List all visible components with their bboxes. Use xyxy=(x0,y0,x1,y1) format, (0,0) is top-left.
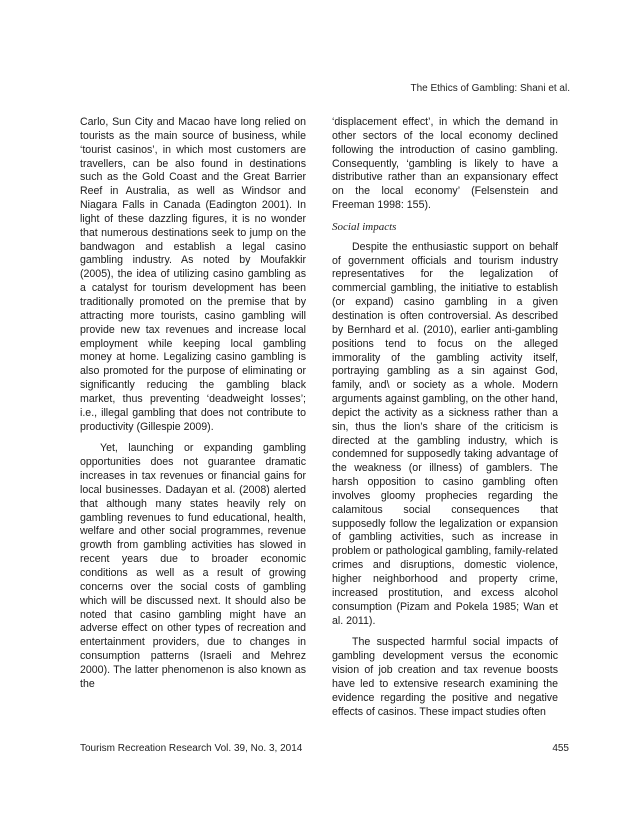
page-number: 455 xyxy=(552,743,569,754)
body-paragraph: Carlo, Sun City and Macao have long relied on tourists as the main source of business, while ‘tourist casinos’, in which most customers are travellers, can be also found in destinations such as the Gold Coast and the Great Barrier Reef in Australia, as well as Windsor and Niagara Falls in Canada (Eadington 2001). In light of these dazzling figures, it is no wonder that numerous destinations seek to jump on the bandwagon and establish a legal casino gambling industry. As noted by Moufakkir (2005), the idea of utilizing casino gambling as a catalyst for tourism development has been traditionally promoted on the premise that by attracting more tourists, casino gambling will provide new tax revenues and increase local employment while keeping local gambling money at home. Legalizing casino gambling is also promoted for the purpose of eliminating or significantly reducing the gambling black market, thus preventing ‘deadweight losses’; i.e., illegal gambling that does not contribute to productivity (Gillespie 2009). xyxy=(80,116,306,433)
right-column xyxy=(332,116,558,727)
running-head: The Ethics of Gambling: Shani et al. xyxy=(410,83,570,94)
body-paragraph: The suspected harmful social impacts of gambling development versus the economic vision of job creation and tax revenue boosts have led to extensive research examining the evidence regarding the positive and negative effects of casinos. These impact studies often xyxy=(332,636,558,718)
body-paragraph: Despite the enthusiastic support on behalf of government officials and tourism industry representatives for the legalization of commercial gambling, the initiative to establish (or expand) casino gambling in a given destination is often controversial. As described by Bernhard et al. (2010), earlier anti-gambling positions tend to focus on the alleged immorality of the gambling activity itself, portraying gambling as a sin against God, family, and\ or society as a whole. Modern arguments against gambling, on the other hand, depict the activity as a sickness rather than a sin, thus the lion’s share of the criticism is directed at the gambling industry, which is condemned for supposedly taking advantage of the weakness (or illness) of gamblers. The harsh opposition to casino gambling often involves gloomy prophecies regarding the calamitous social consequences that supposedly follow the legalization or expansion of gambling activities, such as increase in problem or pathological gambling, family-related crimes and disruptions, domestic violence, higher neighborhood and property crime, increased prostitution, and excess alcohol consumption (Pizam and Pokela 1985; Wan et al. 2011). xyxy=(332,240,558,627)
body-paragraph: Yet, launching or expanding gambling opportunities does not guarantee dramatic increases in tax revenues or financial gains for local businesses. Dadayan et al. (2008) alerted that although many states heavily rely on gambling revenues to fund educational, health, welfare and other social programmes, revenue growth from gambling activities has slowed in recent years due to broader economic conditions as well as a result of growing concerns over the social costs of gambling which will be discussed next. It should also be noted that casino gambling might have an adverse effect on other types of recreation and entertainment providers, due to changes in consumption patterns (Israeli and Mehrez 2000). The latter phenomenon is also known as the xyxy=(80,442,306,690)
section-heading: Social impacts xyxy=(332,220,397,233)
journal-footer: Tourism Recreation Research Vol. 39, No. 3, 2014 xyxy=(80,743,303,754)
body-paragraph: ‘displacement effect’, in which the demand in other sectors of the local economy declined following the introduction of casino gambling. Consequently, ‘gambling is likely to have a distributive rather than an expansionary effect on the local economy’ (Felsenstein and Freeman 1998: 155). xyxy=(332,116,558,212)
left-column xyxy=(80,116,306,700)
